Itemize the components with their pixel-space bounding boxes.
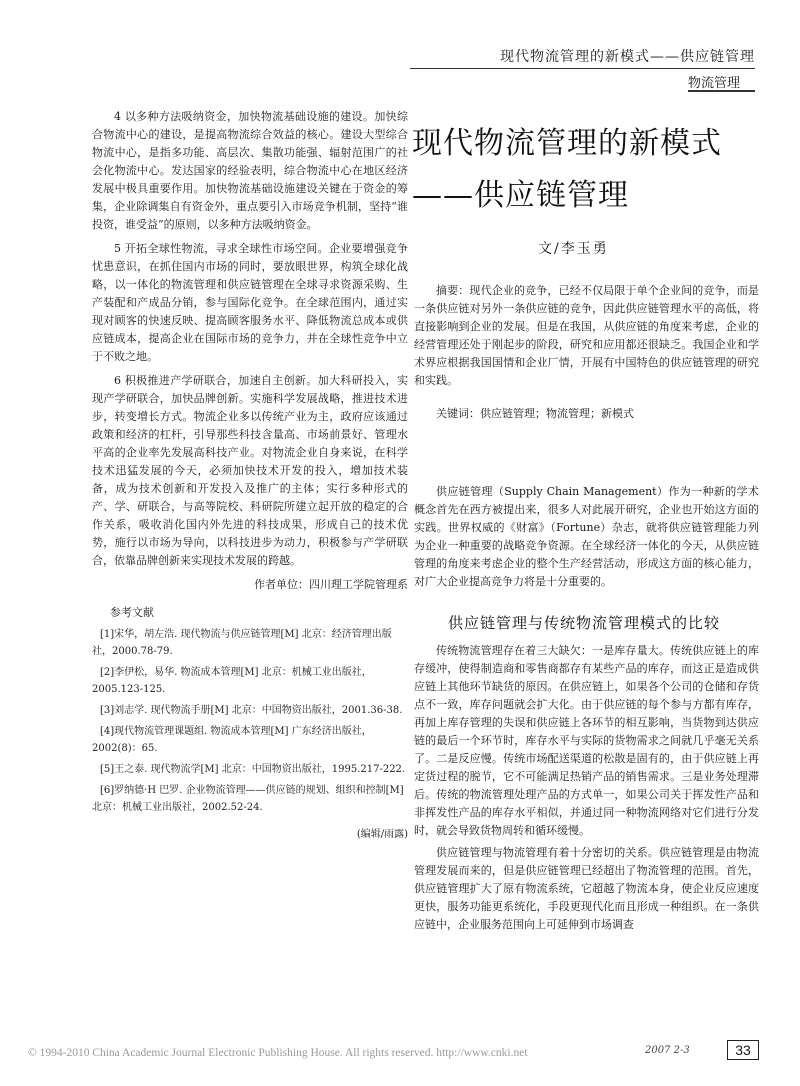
abstract-text: 摘要：现代企业的竞争，已经不仅局限于单个企业间的竞争，而是一条供应链对另外一条供应链的竞争，因此供应链管理水平的高低，将直接影响到企业的发展。但是在我国，从供应链的角度来考虑，企业的经营管理还处于刚起步的阶段，研究和应用都还很缺乏。我国企业和学术界应根据我国国情和企业厂情，开展有中国特色的供应链管理的研究和实践。 <box>414 284 759 387</box>
left-paragraph-6: 6 积极推进产学研联合，加速自主创新。加大科研投入，实现产学研联合，加快品牌创新。实施科学发展战略，推进技术进步，转变增长方式。物流企业多以传统产业为主，政府应该通过政策和经济的杠杆，引导那些科技含量高、市场前景好、管理水平高的企业率先发展高科技产业。对物流企业自身来说，在科学技术迅猛发展的今天，必须加快技术开发的投入，增加技术装备，成为技术创新和开发投入及推广的主体；实行多种形式的产、学、研联合，与高等院校、科研院所建立起开放的稳定的合作关系，吸收消化国内外先进的科技成果，形成自己的技术优势，施行以市场为导向，以科技进步为动力，积极参与产学研联合，依靠品牌创新来实现技术发展的跨越。 <box>92 374 408 567</box>
editor-note: (编辑/雨露) <box>356 829 408 840</box>
section-heading: 供应链管理与传统物流管理模式的比较 <box>448 614 721 632</box>
reference-item: [2]李伊松，易华. 物流成本管理[M] 北京：机械工业出版社，2005.123-125. <box>92 667 372 695</box>
reference-item: [6]罗纳德·H 巴罗. 企业物流管理——供应链的规划、组织和控制[M] 北京：机械工业出版社，2002.52-24. <box>92 785 404 813</box>
left-column <box>92 108 408 844</box>
intro-paragraph: 供应链管理（Supply Chain Management）作为一种新的学术概念首先在西方被提出来，很多人对此展开研究，企业也开始这方面的实践。世界权威的《财富》（Fortune）杂志，就将供应链管理能力列为企业一种重要的战略竞争资源。在全球经济一体化的今天，从供应链管理的角度来考虑企业的整个生产经营活动，形成这方面的核心能力，对广大企业提高竞争力将是十分重要的。 <box>414 485 759 588</box>
page-number: 33 <box>727 1040 759 1060</box>
author-affiliation: 作者单位：四川理工学院管理系 <box>254 578 408 591</box>
reference-item: [4]现代物流管理课题组. 物流成本管理[M] 广东经济出版社，2002(8)：65. <box>92 726 372 754</box>
reference-item: [5]王之泰. 现代物流学[M] 北京：中国物资出版社，1995.217-222. <box>100 764 406 775</box>
title-line-1: 现代物流管理的新模式 <box>412 126 722 161</box>
copyright-footer: © 1994-2010 China Academic Journal Electronic Publishing House. All rights reserved. http://www.cnki.net <box>28 1047 528 1059</box>
keywords <box>414 405 759 423</box>
introduction <box>414 483 759 591</box>
left-paragraph-5: 5 开拓全球性物流，寻求全球性市场空间。企业要增强竞争忧患意识，在抓住国内市场的同时，要放眼世界，构筑全球化战略，以一体化的物流管理和供应链管理在全球寻求资源采购、生产装配和产成品分销，参与国际化竞争。在全球范围内，通过实现对顾客的快速反映、提高顾客服务水平、降低物流总成本或供应链成本，提高企业在国际市场的竞争力，并在全球性竞争中立于不败之地。 <box>92 242 408 363</box>
category-underline <box>688 90 755 92</box>
body-paragraph: 供应链管理与物流管理有着十分密切的关系。供应链管理是由物流管理发展而来的，但是供应链管理已经超出了物流管理的范围。首先，供应链管理扩大了原有物流系统，它超越了物流本身，使企业反应速度更快，服务功能更系统化，手段更现代化而且形成一种组织。在一条供应链中，企业服务范围向上可延伸到市场调查 <box>414 846 759 931</box>
running-header-title: 现代物流管理的新模式——供应链管理 <box>500 49 755 65</box>
article-author: 文/李玉勇 <box>538 241 609 257</box>
body-paragraph: 传统物流管理存在着三大缺欠：一是库存量大。传统供应链上的库存缓冲，使得制造商和零售商都存有某些产品的库存，而这正是造成供应链上其他环节缺货的原因。在供应链上，如果各个公司的仓储和存货点不一致，库存问题就会扩大化。由于供应链的每个参与方都有库存，再加上库存管理的失误和供应链上各环节的相互影响，当货物到达供应链的最后一个环节时，库存水平与实际的货物需求之间就几乎毫无关系了。二是反应慢。传统市场配送渠道的松散是固有的，由于供应链上再定货过程的脱节，它不可能满足热销产品的销售需求。三是业务处理滞后。传统的物流管理处理产品的方式单一，如果公司关于挥发性产品和非挥发性产品的库存水平相似，并通过同一种物流网络对它们进行分发时，就会导致货物周转和循环缓慢。 <box>414 644 759 837</box>
keywords-text: 关键词：供应链管理；物流管理；新模式 <box>436 407 634 420</box>
comparison-section-body <box>414 642 759 938</box>
left-paragraph-4: 4 以多种方法吸纳资金，加快物流基础设施的建设。加快综合物流中心的建设，是提高物流综合效益的核心。建设大型综合物流中心，是指多功能、高层次、集散功能强、辐射范围广的社会化物流中心。发达国家的经验表明，综合物流中心在地区经济发展中极具重要作用。加快物流基础设施建设关键在于资金的筹集，企业除调集自有资金外，重点要引入市场竞争机制，坚持“谁投资，谁受益”的原则，以多种方法吸纳资金。 <box>92 110 408 231</box>
references-heading: 参考文献 <box>110 606 154 619</box>
abstract <box>414 282 759 390</box>
section-category: 物流管理 <box>688 76 741 91</box>
article-title <box>412 118 722 222</box>
title-line-2: ——供应链管理 <box>412 178 629 213</box>
header-rule <box>410 68 755 69</box>
issue-number: 2007 2-3 <box>645 1045 690 1056</box>
reference-item: [3]刘志学. 现代物流手册[M] 北京：中国物资出版社，2001.36-38. <box>100 705 403 716</box>
reference-item: [1]宋华，胡左浩. 现代物流与供应链管理[M] 北京：经济管理出版社，2000.78-79. <box>92 629 392 657</box>
